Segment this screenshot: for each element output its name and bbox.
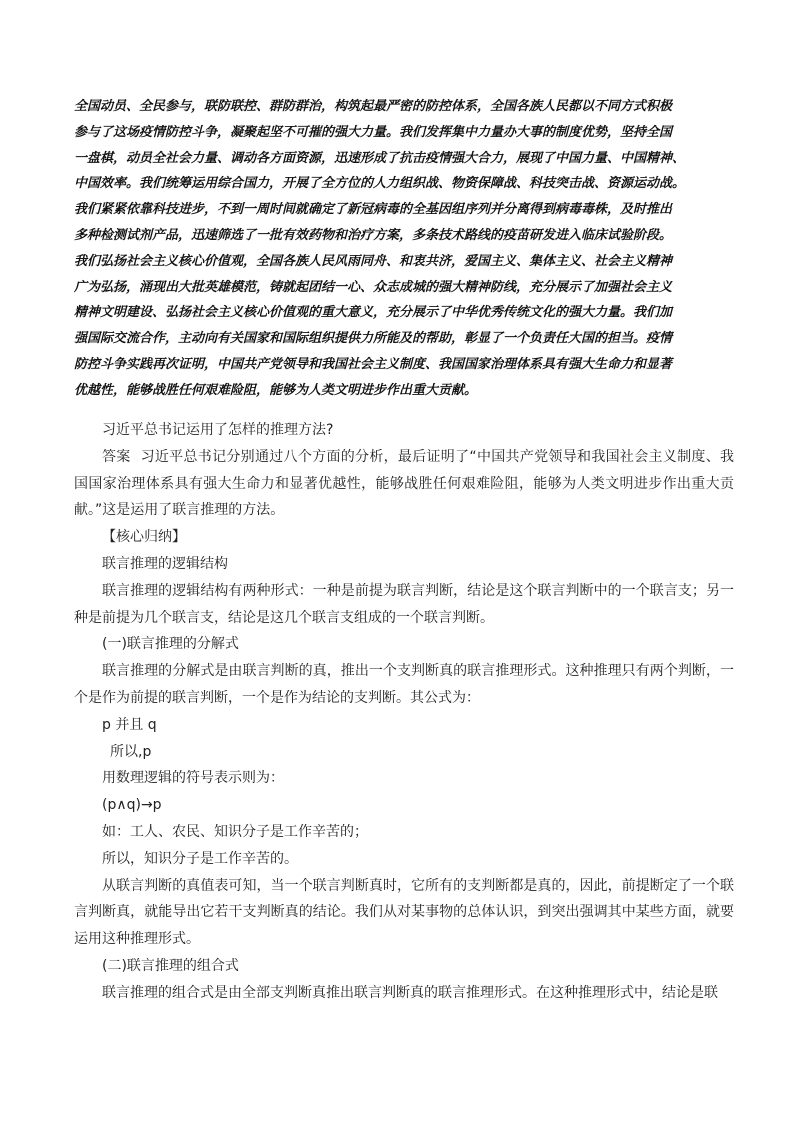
- question: 习近平总书记运用了怎样的推理方法?: [102, 422, 334, 438]
- answer-label: 答案: [102, 448, 131, 465]
- formula-conclusion: 所以,p: [110, 743, 152, 760]
- example-premise: 如：工人、农民、知识分子是工作辛苦的；: [102, 823, 368, 840]
- example-conclusion: 所以，知识分子是工作辛苦的。: [102, 850, 298, 867]
- material-line: 全国动员、全民参与，联防联控、群防群治，构筑起最严密的防控体系，全国各族人民都以不同方式积极: [74, 99, 673, 114]
- material-line: 精神文明建设、弘扬社会主义核心价值观的重大意义，充分展示了中华优秀传统文化的强大力量。我们加: [74, 305, 673, 321]
- material-line: 优越性，能够战胜任何艰难险阻，能够为人类文明进步作出重大贡献。: [74, 382, 478, 398]
- material-line: 多种检测试剂产品，迅速筛选了一批有效药物和治疗方案，多条技术路线的疫苗研发进入临床试验阶段。: [74, 227, 673, 243]
- section-title: 联言推理的逻辑结构: [102, 555, 228, 572]
- material-line: 防控斗争实践再次证明，中国共产党领导和我国社会主义制度、我国国家治理体系具有强大生命力和显著: [74, 356, 673, 372]
- part1-heading: (一)联言推理的分解式: [102, 636, 239, 653]
- body-content: [74, 417, 734, 1007]
- material-line: 一盘棋，动员全社会力量、调动各方面资源，迅速形成了抗击疫情强大合力，展现了中国力量、中国精神、: [74, 150, 686, 166]
- material-line: 强国际交流合作，主动向有关国家和国际组织提供力所能及的帮助，彰显了一个负责任大国的担当。疫情: [74, 331, 673, 347]
- material-line: 我们弘扬社会主义核心价值观，全国各族人民风雨同舟、和衷共济，爱国主义、集体主义、社会主义精神: [74, 253, 673, 269]
- core-summary-heading: 【核心归纳】: [102, 529, 186, 546]
- part1-explanation: 从联言判断的真值表可知，当一个联言判断真时，它所有的支判断都是真的，因此，前提断定了一个联言判断真，就能导出它若干支判断真的结论。我们从对某事物的总体认识，到突出强调其中某些方面，就要运用这种推理形式。: [74, 877, 734, 948]
- material-line: 参与了这场疫情防控斗争，凝聚起坚不可摧的强大力量。我们发挥集中力量办大事的制度优势，坚持全国: [74, 124, 673, 140]
- symbol-formula: (p∧q)→p: [102, 797, 162, 814]
- material-line: 我们紧紧依靠科技进步，不到一周时间就确定了新冠病毒的全基因组序列并分离得到病毒毒株，及时推出: [74, 202, 673, 218]
- part2-description: 联言推理的组合式是由全部支判断真推出联言判断真的联言推理形式。在这种推理形式中，结论是联: [102, 984, 718, 1001]
- material-line: 广为弘扬，涌现出大批英雄模范，铸就起团结一心、众志成城的强大精神防线，充分展示了加强社会主义: [74, 279, 673, 295]
- part1-description: 联言推理的分解式是由联言判断的真，推出一个支判断真的联言推理形式。这种推理只有两个判断，一个是作为前提的联言判断，一个是作为结论的支判断。其公式为：: [74, 663, 734, 706]
- symbol-intro: 用数理逻辑的符号表示则为：: [102, 770, 284, 787]
- answer-paragraph: [74, 444, 734, 524]
- answer-text: 习近平总书记分别通过八个方面的分析，最后证明了“中国共产党领导和我国社会主义制度、我国国家治理体系具有强大生命力和显著优越性，能够战胜任何艰难险阻，能够为人类文明进步作出重大贡献。”这是运用了联言推理的方法。: [74, 448, 734, 519]
- part2-heading: (二)联言推理的组合式: [102, 957, 239, 974]
- source-material: [74, 94, 734, 404]
- formula-premise: p 并且 q: [102, 716, 157, 733]
- material-line: 中国效率。我们统筹运用综合国力，开展了全方位的人力组织战、物资保障战、科技突击战、资源运动战。: [74, 176, 686, 192]
- intro-paragraph: 联言推理的逻辑结构有两种形式：一种是前提为联言判断，结论是这个联言判断中的一个联言支；另一种是前提为几个联言支，结论是这几个联言支组成的一个联言判断。: [74, 582, 734, 626]
